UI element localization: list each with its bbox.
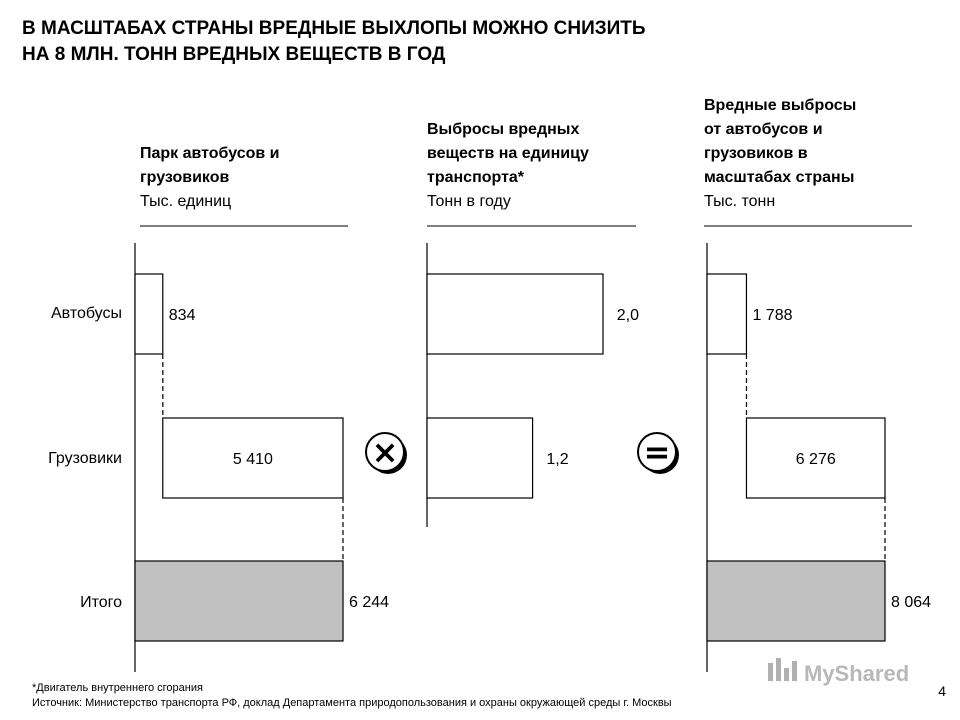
panel-1-title-line-1: Парк автобусов и <box>140 145 280 162</box>
title-line-1: В МАСШТАБАХ СТРАНЫ ВРЕДНЫЕ ВЫХЛОПЫ МОЖНО СНИЗИТЬ <box>22 18 646 39</box>
panel-2-title-line-2: веществ на единицу <box>427 145 589 162</box>
panel-1-label-total: 6 244 <box>349 594 390 611</box>
panel-2-bar-buses <box>427 274 603 354</box>
panel-3-label-total: 8 064 <box>891 594 932 611</box>
panel-3-title-line-4: масштабах страны <box>704 169 855 186</box>
panel-1-unit: Тыс. единиц <box>140 193 232 210</box>
panel-2-unit: Тонн в году <box>427 193 511 210</box>
panel-3-title-line-2: от автобусов и <box>704 121 823 138</box>
panel-3-bar-buses <box>707 274 746 354</box>
row-label-buses: Автобусы <box>51 305 122 322</box>
title-line-2: НА 8 МЛН. ТОНН ВРЕДНЫХ ВЕЩЕСТВ В ГОД <box>22 44 446 65</box>
panel-1-bar-total <box>135 561 343 641</box>
panel-1-label-trucks: 5 410 <box>232 451 273 468</box>
logo-text: MyShared <box>804 661 910 686</box>
panel-2-label-buses: 2,0 <box>616 307 639 324</box>
panel-1-title-line-2: грузовиков <box>140 169 230 186</box>
equals-icon: = <box>643 433 671 471</box>
panel-2-title-line-1: Выбросы вредных <box>427 121 580 138</box>
page-number: 4 <box>938 683 946 699</box>
panel-3-label-trucks: 6 276 <box>795 451 836 468</box>
panel-2-label-trucks: 1,2 <box>546 451 569 468</box>
panel-3-title-line-1: Вредные выбросы <box>704 97 857 114</box>
panel-2-title-line-3: транспорта* <box>427 169 525 186</box>
row-label-total: Итого <box>80 594 122 611</box>
panel-3-title-line-3: грузовиков в <box>704 145 808 162</box>
panel-3-bar-total <box>707 561 885 641</box>
myshared-logo <box>766 655 926 689</box>
panel-1-label-buses: 834 <box>168 307 196 324</box>
row-label-trucks: Грузовики <box>48 450 122 467</box>
panel-3-unit: Тыс. тонн <box>704 193 776 210</box>
footnote: *Двигатель внутреннего сгорания <box>32 682 203 694</box>
panel-3-label-buses: 1 788 <box>752 307 793 324</box>
panel-2-bar-trucks <box>427 418 533 498</box>
source-note: Источник: Министерство транспорта РФ, доклад Департамента природопользования и охраны окружающей среды г. Москвы <box>32 697 672 709</box>
multiply-icon: × <box>371 433 399 471</box>
panel-1-bar-buses <box>135 274 163 354</box>
